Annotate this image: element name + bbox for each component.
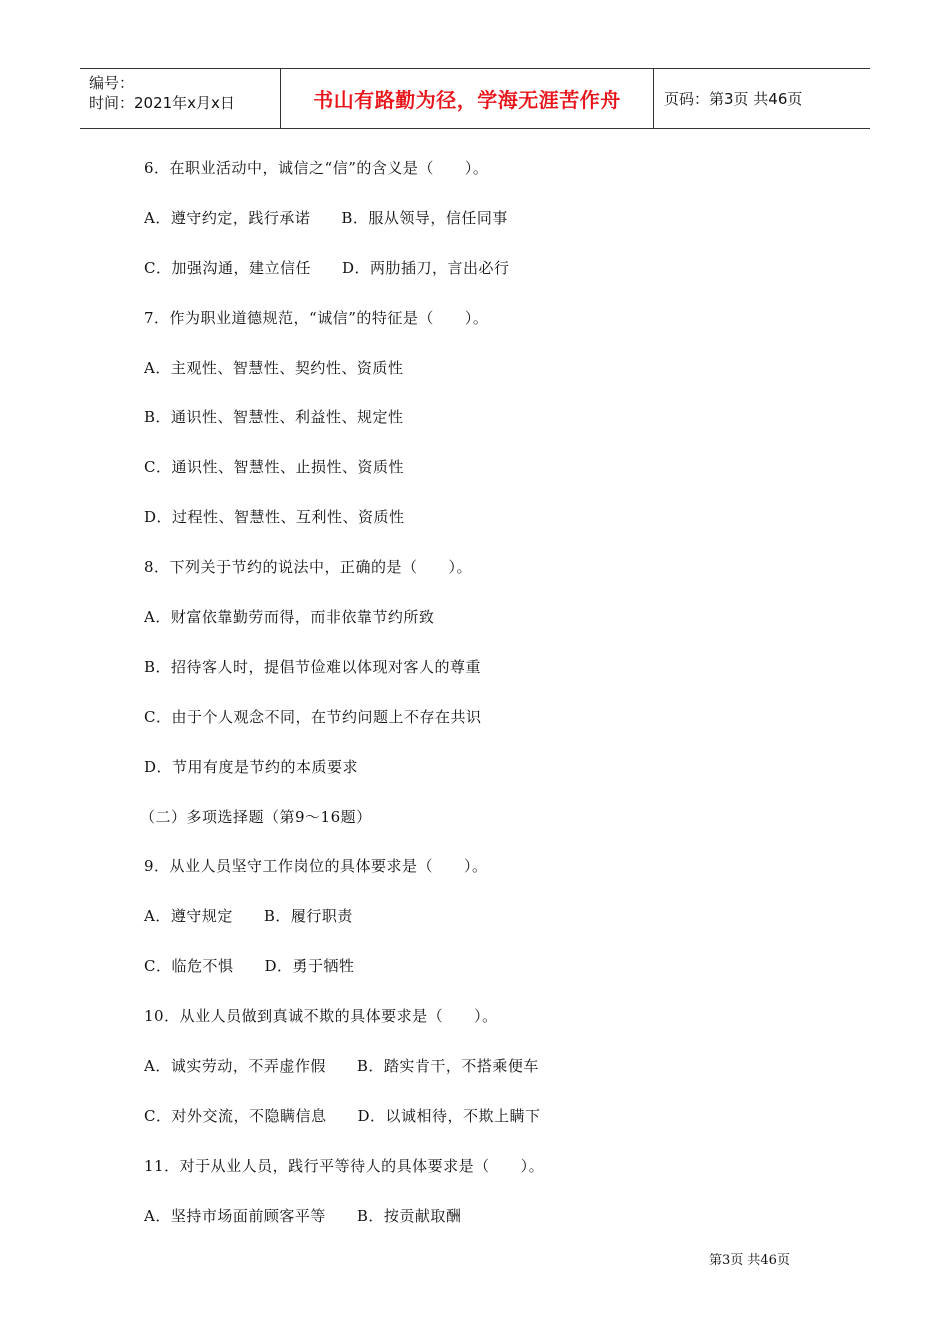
question-9-options-ab: A．遵守规定 B．履行职责 [144, 907, 353, 926]
question-8-option-d: D．节用有度是节约的本质要求 [144, 757, 359, 776]
question-10: 10．从业人员做到真诚不欺的具体要求是（ ）。 [144, 1007, 498, 1026]
question-7-option-b: B．通识性、智慧性、利益性、规定性 [144, 408, 404, 427]
page-header [80, 68, 870, 129]
question-8-option-c: C．由于个人观念不同，在节约问题上不存在共识 [144, 707, 482, 726]
document-number-label: 编号： [89, 74, 135, 92]
question-7-option-a: A．主观性、智慧性、契约性、资质性 [144, 358, 404, 377]
question-7: 7．作为职业道德规范，“诚信”的特征是（ ）。 [144, 308, 489, 327]
question-11: 11．对于从业人员，践行平等待人的具体要求是（ ）。 [144, 1156, 545, 1175]
question-7-option-c: C．通识性、智慧性、止损性、资质性 [144, 458, 404, 477]
question-8-option-b: B．招待客人时，提倡节俭难以体现对客人的尊重 [144, 657, 482, 676]
section-heading-multiple-choice: （二）多项选择题（第9～16题） [140, 807, 372, 826]
question-list [140, 153, 844, 1251]
question-11-options-ab: A．坚持市场面前顾客平等 B．按贡献取酬 [144, 1206, 462, 1225]
question-6-options-cd: C．加强沟通，建立信任 D．两肋插刀，言出必行 [144, 258, 510, 277]
header-page-number: 页码：第3页 共46页 [664, 90, 803, 108]
question-9: 9．从业人员坚守工作岗位的具体要求是（ ）。 [144, 857, 488, 876]
question-10-options-cd: C．对外交流，不隐瞒信息 D．以诚相待，不欺上瞒下 [144, 1106, 541, 1125]
document-time-label: 时间：2021年x月x日 [89, 94, 235, 112]
header-motto: 书山有路勤为径，学海无涯苦作舟 [281, 69, 654, 128]
question-6: 6．在职业活动中，诚信之“信”的含义是（ ）。 [144, 159, 489, 177]
question-9-options-cd: C．临危不惧 D．勇于牺牲 [144, 957, 355, 976]
page-footer-number: 第3页 共46页 [709, 1253, 790, 1268]
header-info [80, 69, 281, 128]
question-10-options-ab: A．诚实劳动，不弄虚作假 B．踏实肯干，不搭乘便车 [144, 1057, 539, 1076]
question-7-option-d: D．过程性、智慧性、互利性、资质性 [144, 508, 405, 527]
question-8: 8．下列关于节约的说法中，正确的是（ ）。 [144, 558, 473, 577]
question-6-options-ab: A．遵守约定，践行承诺 B．服从领导，信任同事 [144, 208, 508, 227]
question-8-option-a: A．财富依靠勤劳而得，而非依靠节约所致 [144, 608, 435, 627]
